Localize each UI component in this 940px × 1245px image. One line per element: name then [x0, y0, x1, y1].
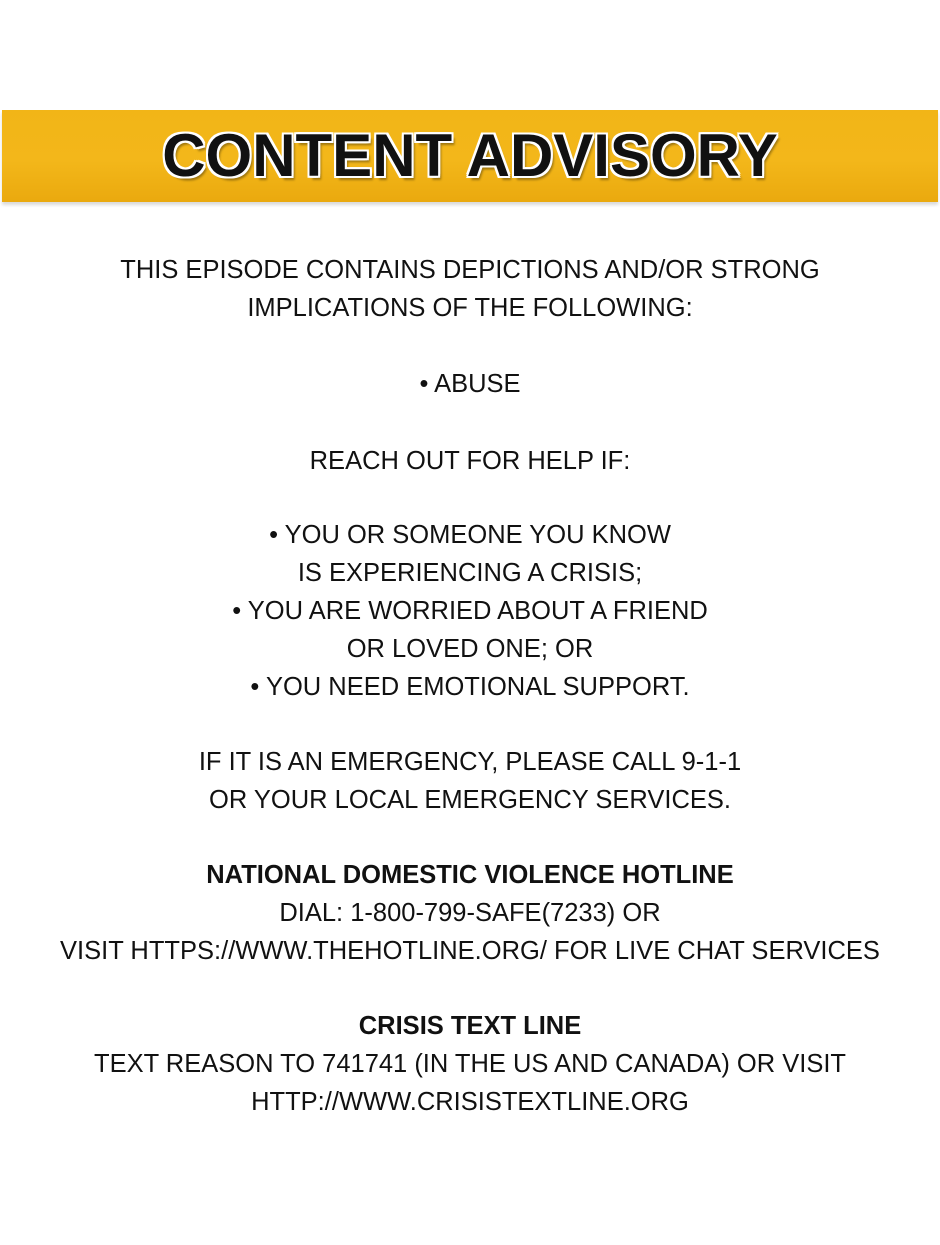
- hotline-dial: DIAL: 1-800-799-SAFE(7233) OR: [279, 899, 661, 927]
- emergency-line-1: IF IT IS AN EMERGENCY, PLEASE CALL 9-1-1: [198, 748, 742, 776]
- emergency-line-2: OR YOUR LOCAL EMERGENCY SERVICES.: [209, 786, 731, 814]
- help-line-5: • YOU NEED EMOTIONAL SUPPORT.: [250, 673, 690, 701]
- textline-link[interactable]: HTTP://WWW.CRISISTEXTLINE.ORG: [251, 1088, 689, 1116]
- intro-line-2: IMPLICATIONS OF THE FOLLOWING:: [247, 294, 693, 322]
- help-line-2: IS EXPERIENCING A CRISIS;: [297, 559, 643, 587]
- help-line-4: OR LOVED ONE; OR: [346, 635, 594, 663]
- help-line-1: • YOU OR SOMEONE YOU KNOW: [269, 521, 671, 549]
- advisory-title: CONTENT ADVISORY: [162, 122, 778, 189]
- hotline-name: NATIONAL DOMESTIC VIOLENCE HOTLINE: [206, 861, 734, 889]
- topic-abuse: • ABUSE: [419, 370, 521, 398]
- intro-line-1: THIS EPISODE CONTAINS DEPICTIONS AND/OR STRONG: [120, 256, 820, 284]
- help-heading: REACH OUT FOR HELP IF:: [309, 447, 631, 475]
- help-line-3: • YOU ARE WORRIED ABOUT A FRIEND: [232, 597, 708, 625]
- textline-name: CRISIS TEXT LINE: [358, 1012, 582, 1040]
- textline-text: TEXT REASON TO 741741 (IN THE US AND CANADA) OR VISIT: [94, 1050, 846, 1078]
- hotline-visit-link[interactable]: VISIT HTTPS://WWW.THEHOTLINE.ORG/ FOR LIVE CHAT SERVICES: [60, 937, 880, 965]
